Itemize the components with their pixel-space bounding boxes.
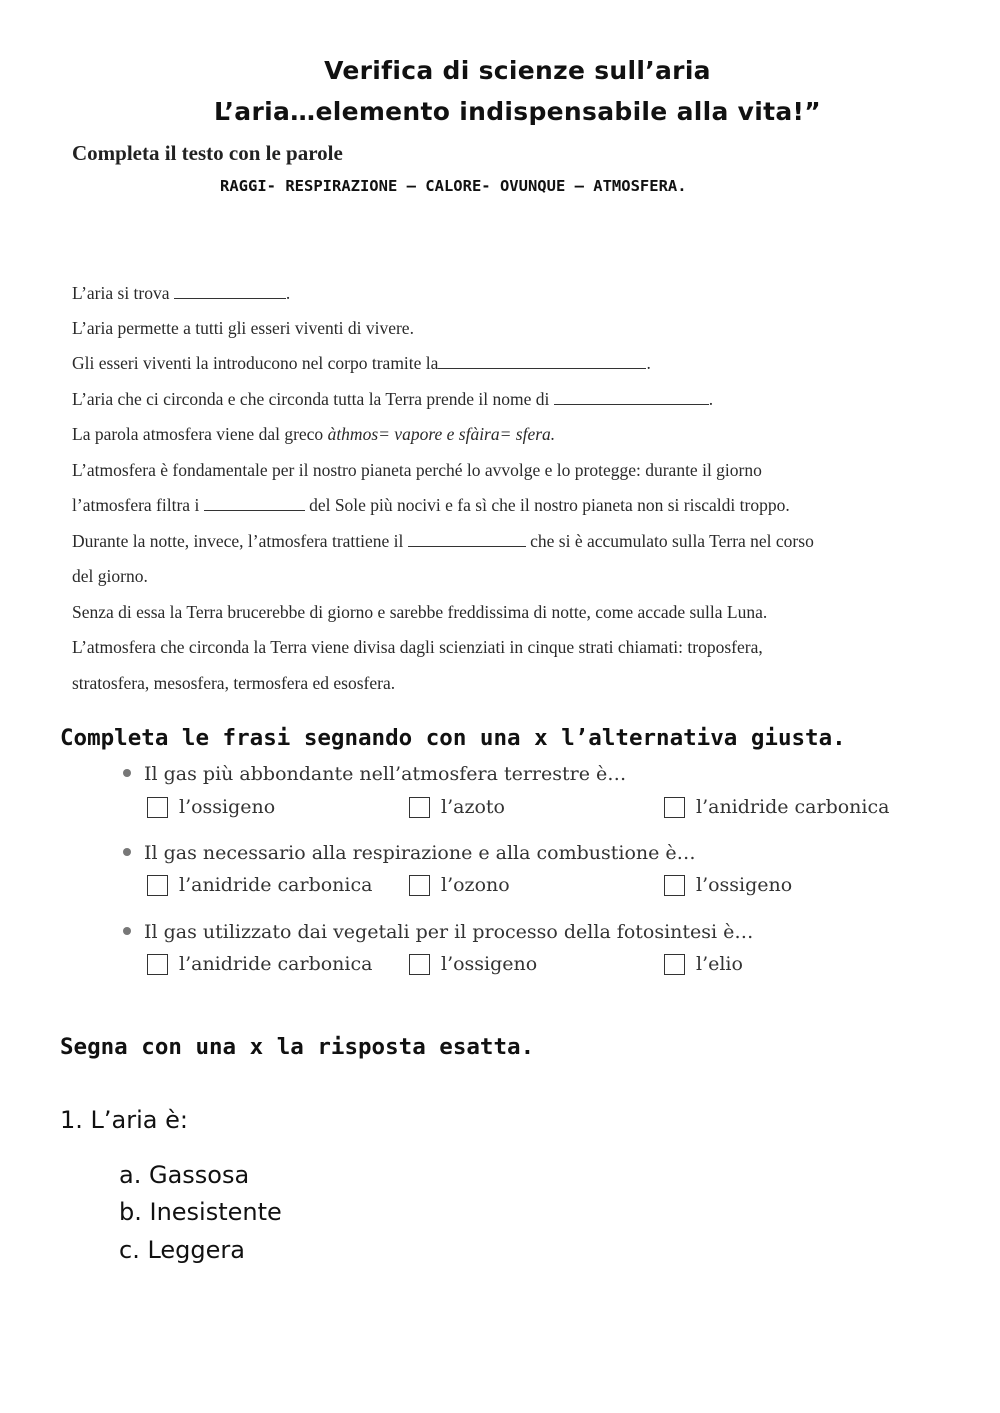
mc-option[interactable] — [147, 953, 372, 975]
page-subtitle: L’aria…elemento indispensabile alla vita!” — [214, 97, 821, 126]
mc-option[interactable] — [147, 874, 372, 896]
bullet-icon — [123, 848, 131, 856]
cloze-line-2: L’aria permette a tutti gli esseri viventi di vivere. — [72, 318, 414, 338]
checkbox[interactable] — [664, 875, 685, 896]
cloze-text: del Sole più nocivi e fa sì che il nostro pianeta non si riscaldi troppo. — [304, 495, 790, 515]
answer-option-c[interactable]: c. Leggera — [119, 1236, 245, 1264]
mc-option[interactable] — [664, 874, 792, 896]
cloze-text: . — [646, 353, 651, 373]
cloze-line-6: L’atmosfera è fondamentale per il nostro pianeta perché lo avvolge e lo protegge: durante il giorno — [72, 460, 762, 480]
option-label: l’ossigeno — [179, 796, 276, 818]
option-label: l’anidride carbonica — [696, 796, 890, 818]
option-label: l’anidride carbonica — [179, 953, 373, 975]
cloze-text: . — [708, 389, 714, 409]
answer-blank[interactable] — [174, 286, 286, 299]
question-text: Il gas utilizzato dai vegetali per il processo della fotosintesi è… — [144, 921, 754, 943]
answer-option-b[interactable]: b. Inesistente — [119, 1198, 282, 1226]
mc-question-2 — [123, 842, 696, 864]
cloze-line-10: Senza di essa la Terra brucerebbe di giorno e sarebbe freddissima di notte, come accade sulla Luna. — [72, 602, 768, 622]
cloze-line-5 — [72, 424, 555, 445]
cloze-text: La parola atmosfera viene dal greco — [72, 424, 328, 444]
checkbox[interactable] — [147, 954, 168, 975]
cloze-line-11: L’atmosfera che circonda la Terra viene divisa dagli scienziati in cinque strati chiamati: troposfera, — [72, 637, 763, 657]
option-label: l’elio — [696, 953, 743, 975]
checkbox[interactable] — [147, 797, 168, 818]
option-label: l’azoto — [441, 796, 505, 818]
page-title: Verifica di scienze sull’aria — [324, 56, 711, 85]
option-label: l’anidride carbonica — [179, 874, 373, 896]
cloze-text: Durante la notte, invece, l’atmosfera trattiene il — [72, 531, 408, 551]
mc-option[interactable] — [664, 796, 889, 818]
bullet-icon — [123, 927, 131, 935]
answer-option-a[interactable]: a. Gassosa — [119, 1161, 250, 1189]
mc-option[interactable] — [409, 796, 505, 818]
cloze-text: l’atmosfera filtra i — [72, 495, 204, 515]
exact-answer-question: 1. L’aria è: — [60, 1106, 188, 1134]
cloze-text: . — [285, 283, 291, 303]
answer-blank[interactable] — [554, 392, 709, 405]
mc-option[interactable] — [147, 796, 275, 818]
cloze-text: L’aria che ci circonda e che circonda tutta la Terra prende il nome di — [72, 389, 554, 409]
word-bank: RAGGI- RESPIRAZIONE – CALORE- OVUNQUE – ATMOSFERA. — [220, 177, 687, 195]
mc-question-1 — [123, 763, 626, 785]
mc-question-3 — [123, 921, 753, 943]
multiple-choice-heading: Completa le frasi segnando con una x l’alternativa giusta. — [60, 725, 846, 751]
cloze-text: L’aria si trova — [72, 283, 174, 303]
cloze-text: Gli esseri viventi la introducono nel corpo tramite la — [72, 353, 439, 373]
mc-option[interactable] — [409, 874, 510, 896]
answer-blank[interactable] — [408, 534, 526, 547]
question-text: Il gas più abbondante nell’atmosfera terrestre è… — [144, 763, 627, 785]
question-text: Il gas necessario alla respirazione e alla combustione è… — [144, 842, 696, 864]
answer-blank[interactable] — [438, 356, 646, 369]
checkbox[interactable] — [409, 797, 430, 818]
cloze-line-1 — [72, 283, 290, 304]
option-label: l’ossigeno — [441, 953, 538, 975]
checkbox[interactable] — [664, 797, 685, 818]
cloze-line-9: del giorno. — [72, 566, 148, 586]
checkbox[interactable] — [147, 875, 168, 896]
option-label: l’ozono — [441, 874, 510, 896]
option-label: l’ossigeno — [696, 874, 793, 896]
exact-answer-heading: Segna con una x la risposta esatta. — [60, 1034, 535, 1060]
cloze-italic-text: àthmos= vapore e sfàira= sfera. — [327, 424, 556, 444]
checkbox[interactable] — [409, 875, 430, 896]
cloze-line-4 — [72, 389, 713, 410]
cloze-line-8 — [72, 531, 814, 552]
mc-option[interactable] — [409, 953, 537, 975]
bullet-icon — [123, 769, 131, 777]
cloze-line-12: stratosfera, mesosfera, termosfera ed esosfera. — [72, 673, 396, 693]
answer-blank[interactable] — [204, 498, 305, 511]
cloze-heading: Completa il testo con le parole — [72, 141, 343, 165]
cloze-text: che si è accumulato sulla Terra nel corso — [525, 531, 814, 551]
cloze-line-7 — [72, 495, 790, 516]
checkbox[interactable] — [409, 954, 430, 975]
cloze-line-3 — [72, 353, 651, 374]
checkbox[interactable] — [664, 954, 685, 975]
mc-option[interactable] — [664, 953, 743, 975]
